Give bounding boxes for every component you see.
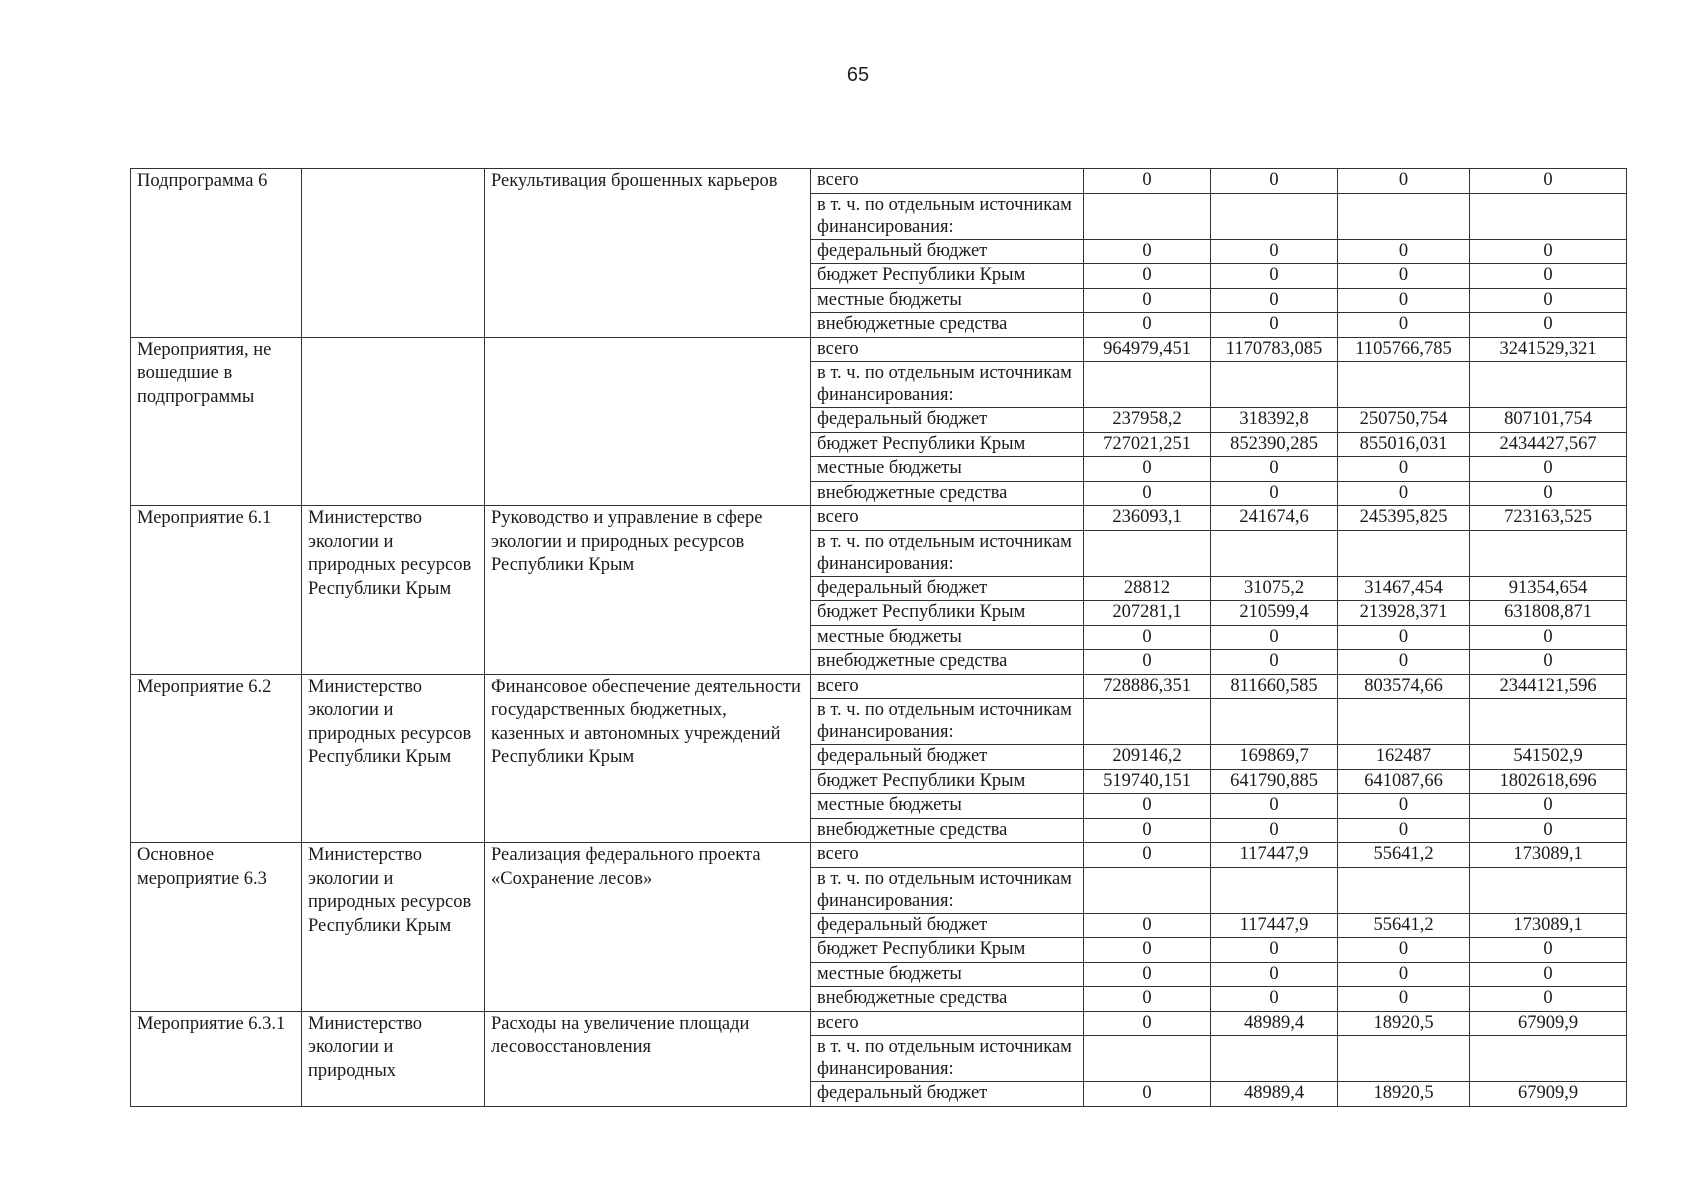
- program-name-cell: Мероприятие 6.1: [131, 506, 302, 675]
- source-label-breakdown: в т. ч. по отдельным источникам финансирования:: [811, 699, 1084, 745]
- value-cell: 0: [1084, 1082, 1211, 1107]
- value-cell: [1211, 867, 1338, 913]
- value-cell: 2434427,567: [1470, 432, 1627, 457]
- value-cell: 0: [1084, 481, 1211, 506]
- source-label-breakdown: в т. ч. по отдельным источникам финансирования:: [811, 1036, 1084, 1082]
- value-cell: 236093,1: [1084, 506, 1211, 531]
- value-cell: 0: [1084, 169, 1211, 194]
- value-cell: 241674,6: [1211, 506, 1338, 531]
- source-label-extrabudgetary: внебюджетные средства: [811, 650, 1084, 675]
- value-cell: 18920,5: [1338, 1082, 1470, 1107]
- description-cell: Финансовое обеспечение деятельности государственных бюджетных, казенных и автономных учреждений Республики Крым: [485, 674, 811, 843]
- program-name-cell: Мероприятие 6.2: [131, 674, 302, 843]
- value-cell: [1470, 867, 1627, 913]
- source-label-total: всего: [811, 843, 1084, 868]
- value-cell: 0: [1084, 962, 1211, 987]
- value-cell: 727021,251: [1084, 432, 1211, 457]
- executor-cell: Министерство экологии и природных ресурсов Республики Крым: [302, 843, 485, 1012]
- value-cell: 0: [1084, 264, 1211, 289]
- description-cell: Рекультивация брошенных карьеров: [485, 169, 811, 338]
- value-cell: 0: [1211, 481, 1338, 506]
- source-label-breakdown: в т. ч. по отдельным источникам финансирования:: [811, 362, 1084, 408]
- value-cell: [1470, 699, 1627, 745]
- value-cell: 0: [1338, 938, 1470, 963]
- value-cell: 0: [1470, 818, 1627, 843]
- source-label-local: местные бюджеты: [811, 625, 1084, 650]
- source-label-breakdown: в т. ч. по отдельным источникам финансирования:: [811, 867, 1084, 913]
- value-cell: 67909,9: [1470, 1011, 1627, 1036]
- executor-cell: [302, 169, 485, 338]
- value-cell: [1084, 1036, 1211, 1082]
- source-label-extrabudgetary: внебюджетные средства: [811, 818, 1084, 843]
- value-cell: 807101,754: [1470, 408, 1627, 433]
- value-cell: 0: [1084, 650, 1211, 675]
- value-cell: 245395,825: [1338, 506, 1470, 531]
- value-cell: 0: [1211, 288, 1338, 313]
- program-name-cell: Мероприятия, не вошедшие в подпрограммы: [131, 337, 302, 506]
- value-cell: 1105766,785: [1338, 337, 1470, 362]
- value-cell: 173089,1: [1470, 913, 1627, 938]
- value-cell: 237958,2: [1084, 408, 1211, 433]
- value-cell: 0: [1470, 264, 1627, 289]
- value-cell: 0: [1084, 288, 1211, 313]
- source-label-local: местные бюджеты: [811, 288, 1084, 313]
- value-cell: 3241529,321: [1470, 337, 1627, 362]
- value-cell: 519740,151: [1084, 769, 1211, 794]
- source-label-federal: федеральный бюджет: [811, 239, 1084, 264]
- page-number: 65: [846, 64, 870, 86]
- source-label-republic: бюджет Республики Крым: [811, 938, 1084, 963]
- executor-cell: Министерство экологии и природных: [302, 1011, 485, 1106]
- value-cell: [1338, 530, 1470, 576]
- value-cell: 18920,5: [1338, 1011, 1470, 1036]
- value-cell: 0: [1470, 457, 1627, 482]
- value-cell: 803574,66: [1338, 674, 1470, 699]
- value-cell: 641790,885: [1211, 769, 1338, 794]
- value-cell: 855016,031: [1338, 432, 1470, 457]
- source-label-federal: федеральный бюджет: [811, 1082, 1084, 1107]
- value-cell: 0: [1211, 818, 1338, 843]
- value-cell: [1084, 530, 1211, 576]
- table-row: [131, 337, 1627, 362]
- value-cell: 1802618,696: [1470, 769, 1627, 794]
- source-label-republic: бюджет Республики Крым: [811, 601, 1084, 626]
- source-label-extrabudgetary: внебюджетные средства: [811, 481, 1084, 506]
- value-cell: 0: [1470, 288, 1627, 313]
- description-cell: Расходы на увеличение площади лесовосстановления: [485, 1011, 811, 1106]
- source-label-federal: федеральный бюджет: [811, 745, 1084, 770]
- value-cell: 0: [1211, 313, 1338, 338]
- value-cell: 55641,2: [1338, 913, 1470, 938]
- value-cell: 0: [1470, 794, 1627, 819]
- value-cell: 0: [1211, 457, 1338, 482]
- value-cell: 0: [1338, 264, 1470, 289]
- value-cell: 2344121,596: [1470, 674, 1627, 699]
- value-cell: 48989,4: [1211, 1082, 1338, 1107]
- value-cell: 0: [1211, 794, 1338, 819]
- funding-table-body: [131, 169, 1627, 1107]
- source-label-federal: федеральный бюджет: [811, 408, 1084, 433]
- value-cell: [1084, 867, 1211, 913]
- value-cell: 0: [1084, 457, 1211, 482]
- value-cell: [1211, 362, 1338, 408]
- executor-cell: Министерство экологии и природных ресурсов Республики Крым: [302, 674, 485, 843]
- description-cell: Реализация федерального проекта «Сохранение лесов»: [485, 843, 811, 1012]
- value-cell: [1211, 1036, 1338, 1082]
- value-cell: 91354,654: [1470, 576, 1627, 601]
- value-cell: 964979,451: [1084, 337, 1211, 362]
- value-cell: 631808,871: [1470, 601, 1627, 626]
- table-row: [131, 674, 1627, 699]
- table-row: [131, 843, 1627, 868]
- value-cell: 0: [1084, 987, 1211, 1012]
- source-label-breakdown: в т. ч. по отдельным источникам финансирования:: [811, 530, 1084, 576]
- value-cell: 0: [1084, 938, 1211, 963]
- value-cell: 0: [1211, 987, 1338, 1012]
- value-cell: 207281,1: [1084, 601, 1211, 626]
- value-cell: 28812: [1084, 576, 1211, 601]
- value-cell: [1084, 193, 1211, 239]
- value-cell: 0: [1470, 481, 1627, 506]
- value-cell: 117447,9: [1211, 913, 1338, 938]
- value-cell: 0: [1470, 239, 1627, 264]
- value-cell: 0: [1338, 818, 1470, 843]
- value-cell: 0: [1211, 169, 1338, 194]
- funding-table: [130, 168, 1627, 1107]
- value-cell: 250750,754: [1338, 408, 1470, 433]
- value-cell: 0: [1084, 239, 1211, 264]
- description-cell: [485, 337, 811, 506]
- source-label-republic: бюджет Республики Крым: [811, 769, 1084, 794]
- value-cell: 0: [1470, 313, 1627, 338]
- executor-cell: [302, 337, 485, 506]
- value-cell: 31075,2: [1211, 576, 1338, 601]
- value-cell: 0: [1470, 962, 1627, 987]
- value-cell: 0: [1338, 457, 1470, 482]
- value-cell: [1338, 362, 1470, 408]
- value-cell: 0: [1211, 625, 1338, 650]
- value-cell: [1470, 362, 1627, 408]
- value-cell: 210599,4: [1211, 601, 1338, 626]
- value-cell: 811660,585: [1211, 674, 1338, 699]
- table-row: [131, 1011, 1627, 1036]
- value-cell: 31467,454: [1338, 576, 1470, 601]
- value-cell: 0: [1338, 481, 1470, 506]
- value-cell: [1470, 1036, 1627, 1082]
- program-name-cell: Основное мероприятие 6.3: [131, 843, 302, 1012]
- value-cell: [1470, 193, 1627, 239]
- value-cell: [1470, 530, 1627, 576]
- value-cell: 0: [1211, 938, 1338, 963]
- source-label-republic: бюджет Республики Крым: [811, 432, 1084, 457]
- source-label-total: всего: [811, 674, 1084, 699]
- value-cell: 728886,351: [1084, 674, 1211, 699]
- source-label-total: всего: [811, 169, 1084, 194]
- value-cell: 0: [1470, 987, 1627, 1012]
- source-label-local: местные бюджеты: [811, 457, 1084, 482]
- value-cell: 0: [1338, 962, 1470, 987]
- source-label-federal: федеральный бюджет: [811, 913, 1084, 938]
- value-cell: 0: [1084, 818, 1211, 843]
- value-cell: 48989,4: [1211, 1011, 1338, 1036]
- value-cell: 55641,2: [1338, 843, 1470, 868]
- value-cell: 0: [1211, 239, 1338, 264]
- value-cell: 0: [1338, 239, 1470, 264]
- source-label-extrabudgetary: внебюджетные средства: [811, 987, 1084, 1012]
- value-cell: 0: [1338, 313, 1470, 338]
- value-cell: 162487: [1338, 745, 1470, 770]
- value-cell: 0: [1211, 650, 1338, 675]
- value-cell: [1084, 362, 1211, 408]
- source-label-extrabudgetary: внебюджетные средства: [811, 313, 1084, 338]
- value-cell: 0: [1211, 962, 1338, 987]
- source-label-local: местные бюджеты: [811, 962, 1084, 987]
- value-cell: 173089,1: [1470, 843, 1627, 868]
- value-cell: 723163,525: [1470, 506, 1627, 531]
- value-cell: 0: [1084, 913, 1211, 938]
- value-cell: 0: [1470, 938, 1627, 963]
- program-name-cell: Мероприятие 6.3.1: [131, 1011, 302, 1106]
- value-cell: [1211, 530, 1338, 576]
- source-label-local: местные бюджеты: [811, 794, 1084, 819]
- table-row: [131, 506, 1627, 531]
- value-cell: [1338, 193, 1470, 239]
- value-cell: 0: [1084, 843, 1211, 868]
- source-label-republic: бюджет Республики Крым: [811, 264, 1084, 289]
- source-label-total: всего: [811, 506, 1084, 531]
- value-cell: 0: [1211, 264, 1338, 289]
- value-cell: 0: [1338, 288, 1470, 313]
- value-cell: [1084, 699, 1211, 745]
- program-name-cell: Подпрограмма 6: [131, 169, 302, 338]
- value-cell: [1338, 1036, 1470, 1082]
- value-cell: 209146,2: [1084, 745, 1211, 770]
- executor-cell: Министерство экологии и природных ресурсов Республики Крым: [302, 506, 485, 675]
- value-cell: 0: [1084, 625, 1211, 650]
- source-label-total: всего: [811, 337, 1084, 362]
- value-cell: [1211, 699, 1338, 745]
- value-cell: [1338, 867, 1470, 913]
- value-cell: 641087,66: [1338, 769, 1470, 794]
- value-cell: 0: [1470, 169, 1627, 194]
- value-cell: 0: [1470, 625, 1627, 650]
- value-cell: 1170783,085: [1211, 337, 1338, 362]
- value-cell: [1338, 699, 1470, 745]
- value-cell: 852390,285: [1211, 432, 1338, 457]
- value-cell: 0: [1084, 313, 1211, 338]
- value-cell: 0: [1338, 169, 1470, 194]
- value-cell: 0: [1470, 650, 1627, 675]
- value-cell: 169869,7: [1211, 745, 1338, 770]
- value-cell: [1211, 193, 1338, 239]
- value-cell: 318392,8: [1211, 408, 1338, 433]
- source-label-total: всего: [811, 1011, 1084, 1036]
- description-cell: Руководство и управление в сфере экологии и природных ресурсов Республики Крым: [485, 506, 811, 675]
- value-cell: 0: [1338, 650, 1470, 675]
- source-label-breakdown: в т. ч. по отдельным источникам финансирования:: [811, 193, 1084, 239]
- value-cell: 0: [1338, 794, 1470, 819]
- source-label-federal: федеральный бюджет: [811, 576, 1084, 601]
- funding-table-container: [130, 168, 1626, 1107]
- value-cell: 67909,9: [1470, 1082, 1627, 1107]
- value-cell: 541502,9: [1470, 745, 1627, 770]
- value-cell: 0: [1338, 987, 1470, 1012]
- table-row: [131, 169, 1627, 194]
- value-cell: 0: [1084, 1011, 1211, 1036]
- value-cell: 117447,9: [1211, 843, 1338, 868]
- value-cell: 0: [1338, 625, 1470, 650]
- value-cell: 0: [1084, 794, 1211, 819]
- value-cell: 213928,371: [1338, 601, 1470, 626]
